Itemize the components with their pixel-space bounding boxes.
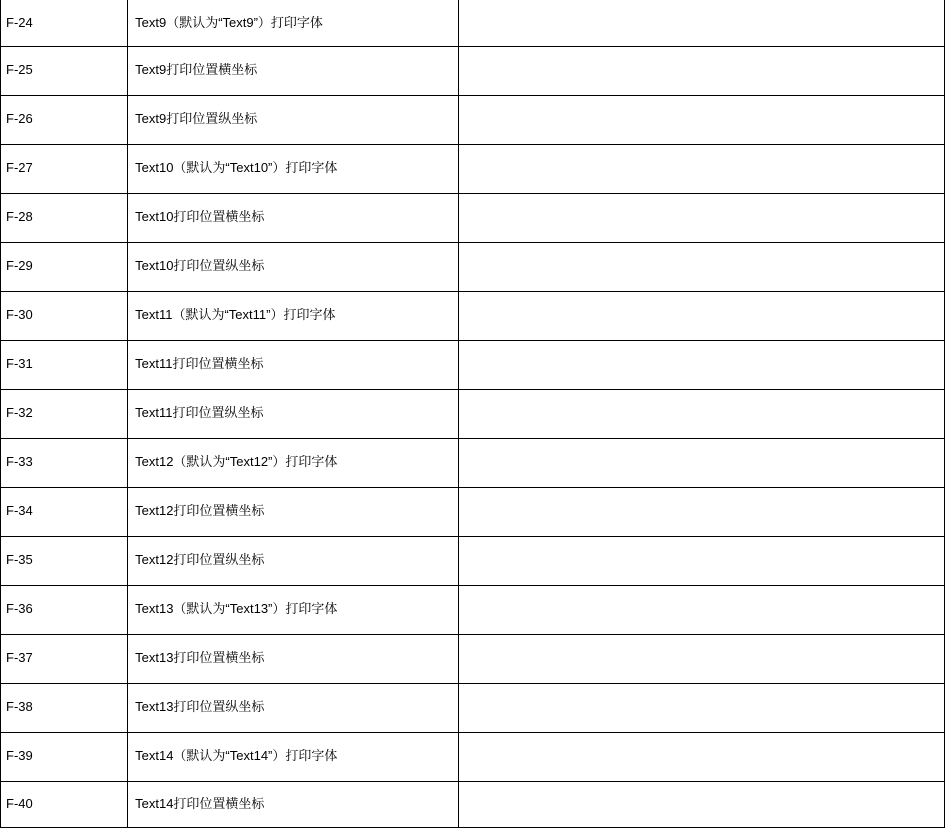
table-cell-code <box>1 340 128 389</box>
table-cell-code <box>1 683 128 732</box>
table-body <box>1 0 945 827</box>
table-cell-code <box>1 487 128 536</box>
row-code: F-25 <box>6 62 33 78</box>
row-code: F-32 <box>6 405 33 421</box>
row-code: F-39 <box>6 748 33 764</box>
row-description: Text14（默认为“Text14”）打印字体 <box>135 748 338 764</box>
row-code: F-35 <box>6 552 33 568</box>
row-description: Text11打印位置横坐标 <box>135 356 264 372</box>
table-cell-code <box>1 95 128 144</box>
table-row <box>1 242 945 291</box>
row-code: F-27 <box>6 160 33 176</box>
table-cell-value <box>459 389 945 438</box>
table-cell-description <box>128 732 459 781</box>
row-code: F-36 <box>6 601 33 617</box>
table-cell-value <box>459 781 945 827</box>
table-row <box>1 683 945 732</box>
table-cell-value <box>459 46 945 95</box>
table-cell-description <box>128 634 459 683</box>
row-description: Text12打印位置纵坐标 <box>135 552 265 568</box>
table-row <box>1 95 945 144</box>
table-cell-value <box>459 683 945 732</box>
table-cell-value <box>459 340 945 389</box>
table-row <box>1 340 945 389</box>
table-cell-code <box>1 242 128 291</box>
table-cell-code <box>1 46 128 95</box>
row-description: Text13打印位置纵坐标 <box>135 699 265 715</box>
row-code: F-29 <box>6 258 33 274</box>
table-cell-description <box>128 193 459 242</box>
table-cell-description <box>128 242 459 291</box>
row-code: F-24 <box>6 14 33 30</box>
row-description: Text10打印位置纵坐标 <box>135 258 265 274</box>
row-description: Text12打印位置横坐标 <box>135 503 265 519</box>
table-row <box>1 389 945 438</box>
table-cell-description <box>128 438 459 487</box>
table-cell-description <box>128 0 459 46</box>
table-row <box>1 46 945 95</box>
table-cell-value <box>459 291 945 340</box>
table-cell-value <box>459 536 945 585</box>
table-cell-code <box>1 634 128 683</box>
table-cell-value <box>459 193 945 242</box>
table-row <box>1 0 945 46</box>
table-cell-code <box>1 536 128 585</box>
table-row <box>1 585 945 634</box>
table-row <box>1 781 945 827</box>
table-cell-description <box>128 144 459 193</box>
table-cell-description <box>128 487 459 536</box>
row-description: Text14打印位置横坐标 <box>135 795 265 811</box>
table-cell-code <box>1 732 128 781</box>
table-row <box>1 193 945 242</box>
row-description: Text13（默认为“Text13”）打印字体 <box>135 601 338 617</box>
table-cell-description <box>128 683 459 732</box>
row-description: Text10打印位置横坐标 <box>135 209 265 225</box>
row-code: F-30 <box>6 307 33 323</box>
row-description: Text9打印位置纵坐标 <box>135 111 258 127</box>
row-code: F-40 <box>6 795 33 811</box>
row-description: Text13打印位置横坐标 <box>135 650 265 666</box>
row-description: Text9（默认为“Text9”）打印字体 <box>135 14 323 30</box>
table-cell-code <box>1 291 128 340</box>
table-cell-description <box>128 46 459 95</box>
row-description: Text11（默认为“Text11”）打印字体 <box>135 307 336 323</box>
table-cell-code <box>1 438 128 487</box>
table-row <box>1 438 945 487</box>
table-cell-value <box>459 732 945 781</box>
table-cell-code <box>1 585 128 634</box>
table-cell-description <box>128 389 459 438</box>
table-cell-description <box>128 340 459 389</box>
row-code: F-28 <box>6 209 33 225</box>
table-cell-code <box>1 0 128 46</box>
table-row <box>1 487 945 536</box>
row-code: F-31 <box>6 356 33 372</box>
row-description: Text12（默认为“Text12”）打印字体 <box>135 454 338 470</box>
table-cell-value <box>459 585 945 634</box>
table-cell-value <box>459 95 945 144</box>
table-cell-value <box>459 438 945 487</box>
table-cell-description <box>128 585 459 634</box>
table-cell-description <box>128 95 459 144</box>
row-description: Text11打印位置纵坐标 <box>135 405 264 421</box>
table-cell-code <box>1 781 128 827</box>
row-description: Text10（默认为“Text10”）打印字体 <box>135 160 338 176</box>
row-code: F-33 <box>6 454 33 470</box>
row-code: F-37 <box>6 650 33 666</box>
table-row <box>1 291 945 340</box>
row-description: Text9打印位置横坐标 <box>135 62 258 78</box>
table-cell-description <box>128 781 459 827</box>
table-cell-code <box>1 144 128 193</box>
row-code: F-38 <box>6 699 33 715</box>
table-cell-value <box>459 0 945 46</box>
row-code: F-26 <box>6 111 33 127</box>
table-cell-code <box>1 193 128 242</box>
table-cell-description <box>128 536 459 585</box>
table-cell-description <box>128 291 459 340</box>
row-code: F-34 <box>6 503 33 519</box>
table-cell-code <box>1 389 128 438</box>
table-cell-value <box>459 242 945 291</box>
table-row <box>1 144 945 193</box>
table-row <box>1 536 945 585</box>
table-cell-value <box>459 144 945 193</box>
table-cell-value <box>459 634 945 683</box>
table-row <box>1 732 945 781</box>
table-cell-value <box>459 487 945 536</box>
table-row <box>1 634 945 683</box>
